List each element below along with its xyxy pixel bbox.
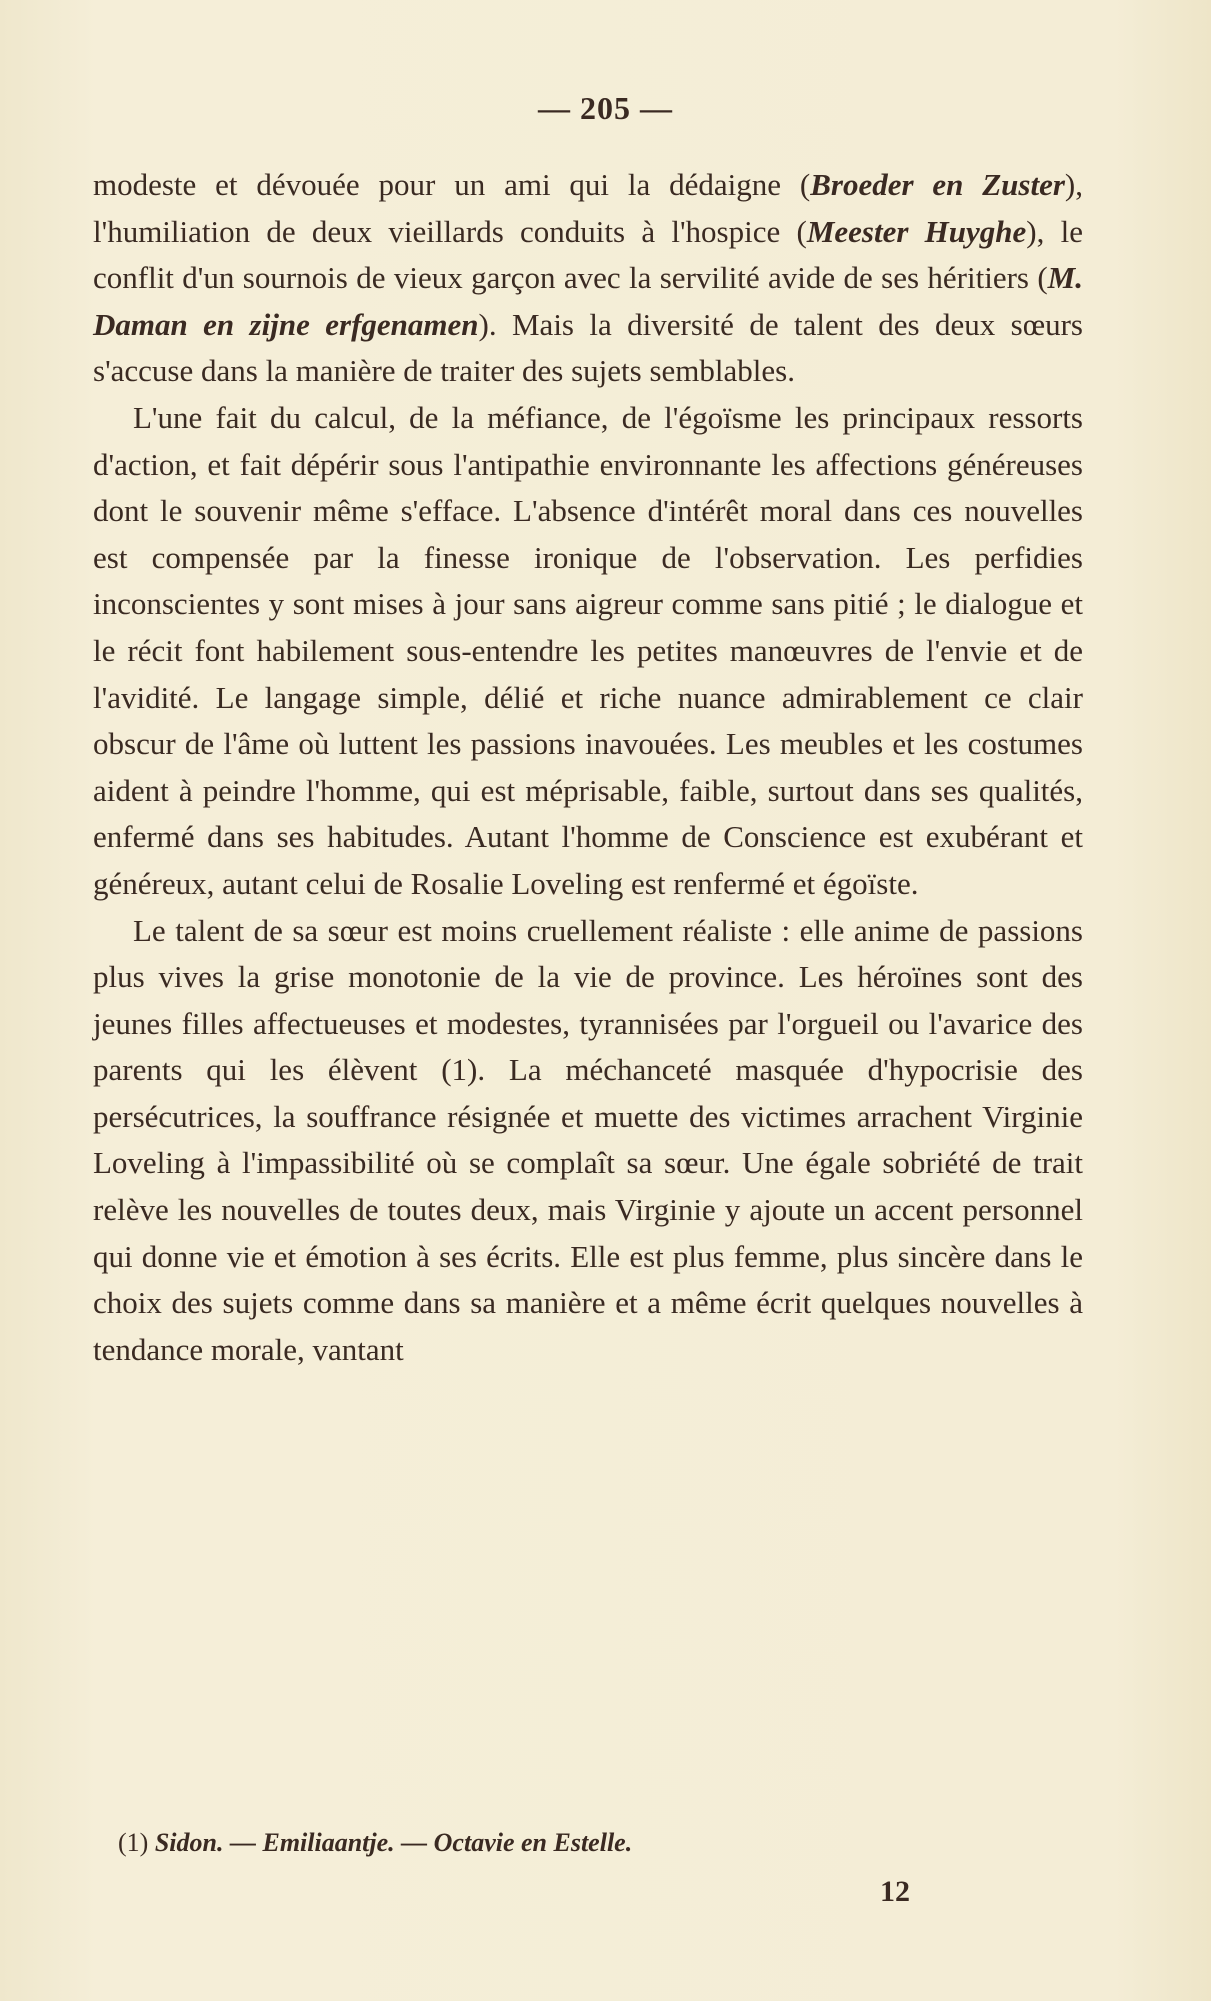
text-segment: Le talent de sa sœur est moins cruellement réaliste : elle anime de passions plus vives la grise monotonie de la vie de province. Les héroïnes sont des jeunes filles affectueuses et modestes, tyrannisées par l'orgueil ou l'avarice des parents qui les élèvent (1). La méchanceté masquée d'hypocrisie des persécutrices, la souffrance résignée et muette des victimes arrachent Virginie Loveling à l'impassibilité où se complaît sa sœur. Une égale sobriété de trait relève les nouvelles de toutes deux, mais Virginie y ajoute un accent personnel qui donne vie et émotion à ses écrits. Elle est plus femme, plus sincère dans le choix des sujets comme dans sa manière et a même écrit quelques nouvelles à tendance morale, vantant (93, 912, 1083, 1367)
signature-mark: 12 (880, 1875, 910, 1908)
paragraph-2 (93, 395, 1083, 908)
title-meester-huyghe: Meester Huyghe (806, 213, 1027, 249)
footnote-text: Sidon. — Emiliaantje. — Octavie en Estelle. (154, 1828, 633, 1857)
paragraph-1 (93, 162, 1083, 395)
title-m-daman: M. Daman en zijne erfgenamen (93, 260, 1083, 342)
body-text (93, 162, 1083, 1373)
page-number-header: — 205 — (538, 90, 673, 126)
text-segment: ), le conflit d'un sournois de vieux garçon avec la servilité avide de ses héritiers ( (93, 213, 1083, 296)
text-segment: ). Mais la diversité de talent des deux sœurs s'accuse dans la manière de traiter des sujets semblables. (93, 306, 1083, 389)
text-segment: ), l'humiliation de deux vieillards conduits à l'hospice ( (93, 167, 1083, 249)
title-broeder-en-zuster: Broeder en Zuster (810, 167, 1065, 202)
footnote (118, 1828, 1078, 1858)
text-segment: L'une fait du calcul, de la méfiance, de l'égoïsme les principaux ressorts d'action, et fait dépérir sous l'antipathie environnante les affections généreuses dont le souvenir même s'efface. L'absence d'intérêt moral dans ces nouvelles est compensée par la finesse ironique de l'observation. Les perfidies inconscientes y sont mises à jour sans aigreur comme sans pitié ; le dialogue et le récit font habilement sous-entendre les petites manœuvres de l'envie et de l'avidité. Le langage simple, délié et riche nuance admirablement ce clair obscur de l'âme où luttent les passions inavouées. Les meubles et les costumes aident à peindre l'homme, qui est méprisable, faible, surtout dans ses qualités, enfermé dans ses habitudes. Autant l'homme de Conscience est exubérant et généreux, autant celui de Rosalie Loveling est renfermé et égoïste. (93, 399, 1083, 901)
footnote-marker: (1) (118, 1828, 155, 1857)
text-segment: modeste et dévouée pour un ami qui la dédaigne ( (93, 167, 811, 202)
paragraph-3 (93, 908, 1083, 1374)
